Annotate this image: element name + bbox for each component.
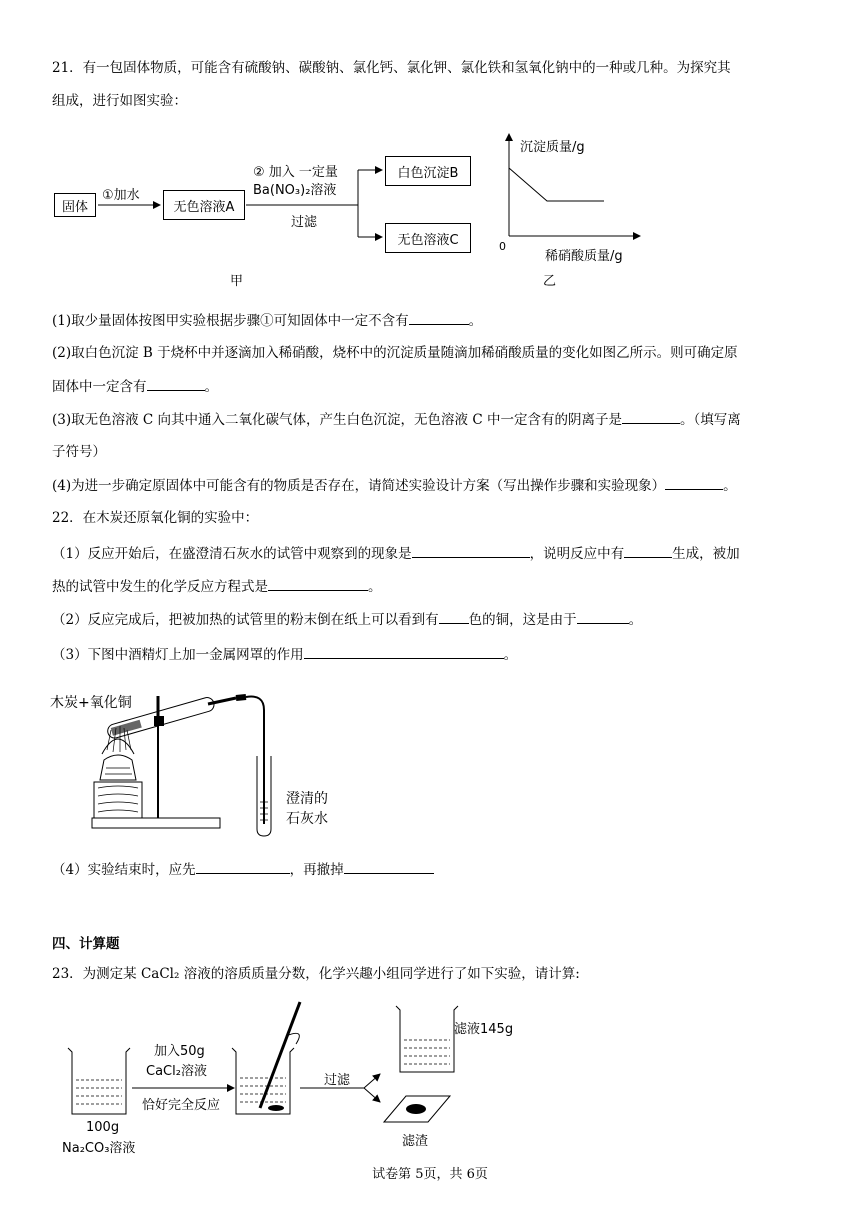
- precipitate-b-box: 白色沉淀B: [385, 156, 471, 186]
- step1-label: ①加水: [102, 188, 140, 203]
- solution-a-box: 无色溶液A: [163, 190, 245, 220]
- calc-figure: [50, 996, 530, 1162]
- answer-blank[interactable]: [624, 543, 672, 558]
- q22-part2: （2）反应完成后，把被加热的试管里的粉末倒在纸上可以看到有 色的铜，这是由于 。: [52, 609, 642, 630]
- apparatus-label-right-2: 石灰水: [286, 811, 328, 827]
- arrow1-label-3: 恰好完全反应: [142, 1098, 221, 1113]
- residue-label: 滤渣: [402, 1134, 429, 1149]
- figure-caption-jia: 甲: [230, 274, 244, 289]
- graph-origin: 0: [499, 240, 506, 253]
- solution-c-box: 无色溶液C: [385, 223, 471, 253]
- answer-blank[interactable]: [268, 576, 368, 591]
- q21-part3a: (3)取无色溶液 C 向其中通入二氧化碳气体，产生白色沉淀，无色溶液 C 中一定含有的阴离子是 。（填写离: [52, 409, 741, 430]
- q22-part1a: （1）反应开始后，在盛澄清石灰水的试管中观察到的现象是 ，说明反应中有 生成，被加: [52, 543, 740, 564]
- filter-label: 过滤: [291, 215, 318, 230]
- q23-title: 23．为测定某 CaCl₂ 溶液的溶质质量分数，化学兴趣小组同学进行了如下实验，请计算:: [52, 966, 580, 982]
- answer-blank[interactable]: [577, 609, 629, 624]
- answer-blank[interactable]: [622, 409, 680, 424]
- answer-blank[interactable]: [412, 543, 530, 558]
- q22-part1b: 热的试管中发生的化学反应方程式是 。: [52, 576, 382, 597]
- step2-label-2: Ba(NO₃)₂溶液: [253, 183, 337, 198]
- arrow1-label-2: CaCl₂溶液: [146, 1064, 207, 1079]
- arrow1-label-1: 加入50g: [154, 1044, 205, 1059]
- figure-caption-yi: 乙: [543, 274, 557, 289]
- apparatus-label-right-1: 澄清的: [286, 791, 328, 807]
- apparatus-label-top: 木炭+氧化铜: [50, 695, 132, 711]
- q22-part4: （4）实验结束时，应先 ，再撤掉: [52, 859, 434, 880]
- filter-step-label: 过滤: [324, 1073, 351, 1088]
- solid-box: 固体: [54, 193, 96, 217]
- answer-blank[interactable]: [665, 475, 723, 490]
- beaker1-label-2: Na₂CO₃溶液: [62, 1141, 136, 1156]
- answer-blank[interactable]: [409, 310, 469, 325]
- step2-label-1: ② 加入 一定量: [253, 165, 338, 180]
- section-title: 四、计算题: [52, 936, 120, 952]
- q21-part2a: (2)取白色沉淀 B 于烧杯中并逐滴加入稀硝酸，烧杯中的沉淀质量随滴加稀硝酸质量的变化如图乙所示。则可确定原: [52, 345, 738, 361]
- filtrate-label: 滤液145g: [454, 1022, 514, 1037]
- q21-line1: 21．有一包固体物质，可能含有硫酸钠、碳酸钠、氯化钙、氯化钾、氯化铁和氢氧化钠中的一种或几种。为探究其: [52, 60, 731, 76]
- q21-line2: 组成，进行如图实验：: [52, 93, 187, 109]
- answer-blank[interactable]: [304, 644, 504, 659]
- answer-blank[interactable]: [439, 609, 469, 624]
- page-footer: 试卷第 5页，共 6页: [372, 1167, 488, 1182]
- answer-blank[interactable]: [147, 376, 205, 391]
- q22-part3: （3）下图中酒精灯上加一金属网罩的作用 。: [52, 644, 517, 665]
- graph-ylabel: 沉淀质量/g: [520, 140, 585, 155]
- graph-yi: [490, 128, 660, 290]
- q22-title: 22．在木炭还原氧化铜的实验中：: [52, 510, 259, 526]
- q21-part1: (1)取少量固体按图甲实验根据步骤①可知固体中一定不含有 。: [52, 310, 482, 331]
- q21-part3b: 子符号）: [52, 444, 106, 460]
- flow-diagram-jia: [0, 150, 480, 290]
- q21-part4: (4)为进一步确定原固体中可能含有的物质是否存在，请简述实验设计方案（写出操作步骤和实验现象） 。: [52, 475, 737, 496]
- apparatus-figure: [50, 684, 328, 844]
- answer-blank[interactable]: [344, 859, 434, 874]
- answer-blank[interactable]: [196, 859, 290, 874]
- graph-xlabel: 稀硝酸质量/g: [545, 249, 623, 264]
- beaker1-label-1: 100g: [86, 1120, 120, 1135]
- q21-part2b: 固体中一定含有 。: [52, 376, 218, 397]
